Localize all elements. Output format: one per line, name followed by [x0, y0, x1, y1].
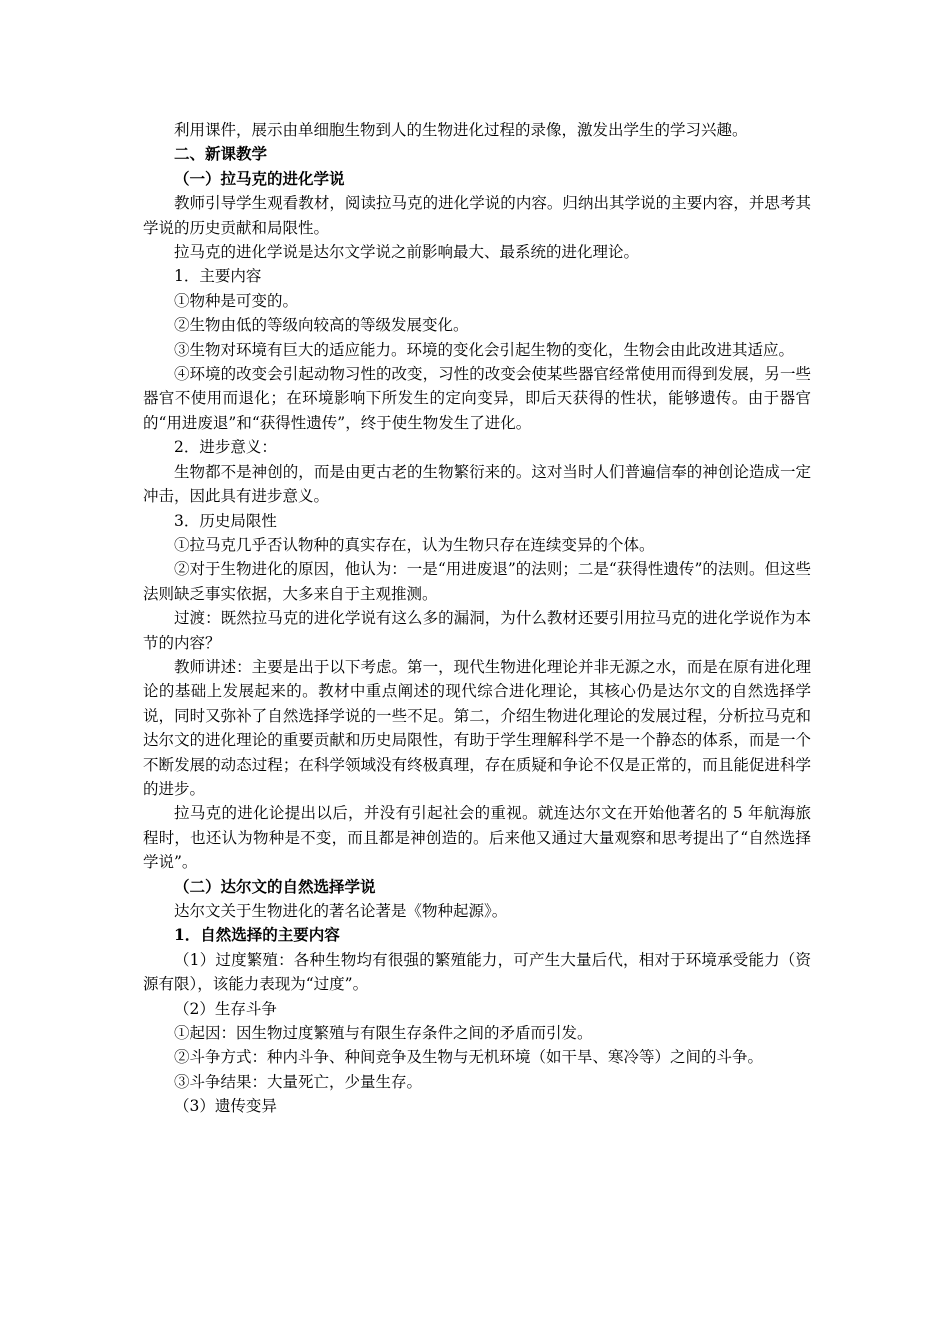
section-heading: （二）达尔文的自然选择学说 — [174, 876, 376, 896]
paragraph: ②斗争方式：种内斗争、种间竞争及生物与无机环境（如干旱、寒冷等）之间的斗争。 — [174, 1048, 764, 1067]
paragraph: ③生物对环境有巨大的适应能力。环境的变化会引起生物的变化，生物会由此改进其适应。 — [174, 340, 795, 359]
paragraph: ①拉马克几乎否认物种的真实存在，认为生物只存在连续变异的个体。 — [174, 535, 655, 554]
paragraph: 拉马克的进化学说是达尔文学说之前影响最大、最系统的进化理论。 — [174, 243, 640, 262]
section-heading: （一）拉马克的进化学说 — [174, 168, 345, 188]
paragraph: ④环境的改变会引起动物习性的改变，习性的改变会使某些器官经常使用而得到发展，另一些器官不使用而退化；在环境影响下所发生的定向变异，即后天获得的性状，能够遗传。由于器官的“用进废退”和“获得性遗传”，终于使生物发生了进化。 — [143, 365, 811, 432]
paragraph: ②生物由低的等级向较高的等级发展变化。 — [174, 316, 469, 335]
section-heading: 二、新课教学 — [174, 144, 268, 164]
paragraph: 教师引导学生观看教材，阅读拉马克的进化学说的内容。归纳出其学说的主要内容，并思考其学说的历史贡献和局限性。 — [143, 194, 811, 237]
paragraph: ①物种是可变的。 — [174, 291, 299, 310]
paragraph: （1）过度繁殖：各种生物均有很强的繁殖能力，可产生大量后代，相对于环境承受能力（资源有限），该能力表现为“过度”。 — [143, 950, 811, 994]
paragraph: ①起因：因生物过度繁殖与有限生存条件之间的矛盾而引发。 — [174, 1024, 593, 1043]
paragraph: 过渡：既然拉马克的进化学说有这么多的漏洞，为什么教材还要引用拉马克的进化学说作为本节的内容？ — [143, 609, 811, 652]
document-page — [143, 118, 811, 1119]
paragraph: 达尔文关于生物进化的著名论著是《物种起源》。 — [174, 902, 508, 920]
paragraph: 教师讲述：主要是出于以下考虑。第一，现代生物进化理论并非无源之水，而是在原有进化理论的基础上发展起来的。教材中重点阐述的现代综合进化理论，其核心仍是达尔文的自然选择学说，同时又弥补了自然选择学说的一些不足。第二，介绍生物进化理论的发展过程，分析拉马克和达尔文的进化理论的重要贡献和历史局限性，有助于学生理解科学不是一个静态的体系，而是一个不断发展的动态过程；在科学领域没有终极真理，存在质疑和争论不仅是正常的，而且能促进科学的进步。 — [143, 657, 811, 798]
paragraph: 2．进步意义： — [174, 438, 277, 457]
paragraph: 1．主要内容 — [174, 267, 262, 286]
paragraph: （2）生存斗争 — [174, 999, 277, 1018]
paragraph: （3）遗传变异 — [174, 1097, 277, 1116]
paragraph: ③斗争结果：大量死亡，少量生存。 — [174, 1072, 423, 1091]
paragraph: 生物都不是神创的，而是由更古老的生物繁衍来的。这对当时人们普遍信奉的神创论造成一定冲击，因此具有进步意义。 — [143, 462, 811, 506]
paragraph: ②对于生物进化的原因，他认为：一是“用进废退”的法则；二是“获得性遗传”的法则。但这些法则缺乏事实依据，大多来自于主观推测。 — [143, 560, 811, 603]
paragraph: 3．历史局限性 — [174, 511, 277, 530]
paragraph: 拉马克的进化论提出以后，并没有引起社会的重视。就连达尔文在开始他著名的 5 年航海旅程时，也还认为物种是不变，而且都是神创造的。后来他又通过大量观察和思考提出了“自然选择学说”。 — [143, 804, 811, 872]
section-heading: 1．自然选择的主要内容 — [174, 925, 340, 945]
paragraph: 利用课件，展示由单细胞生物到人的生物进化过程的录像，激发出学生的学习兴趣。 — [174, 121, 748, 139]
